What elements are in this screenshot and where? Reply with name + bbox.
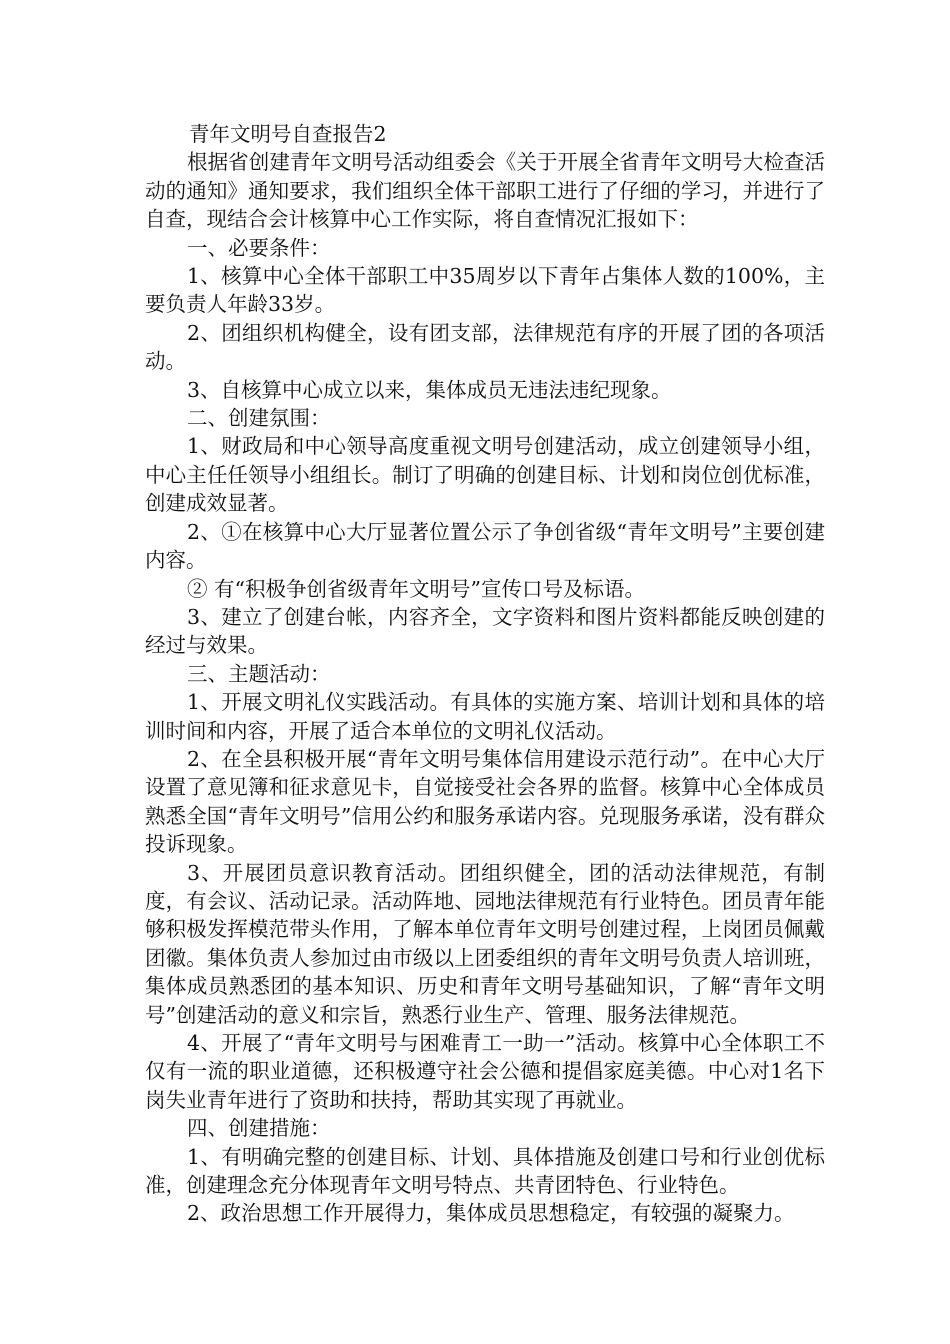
paragraph: 1、有明确完整的创建目标、计划、具体措施及创建口号和行业创优标准，创建理念充分体现青年文明号特点、共青团特色、行业特色。 <box>145 1144 825 1198</box>
section-heading-3: 三、主题活动： <box>187 661 331 686</box>
paragraph: 2、①在核算中心大厅显著位置公示了争创省级“青年文明号”主要创建内容。 <box>145 519 825 573</box>
document-title: 青年文明号自查报告2 <box>189 122 387 146</box>
paragraph-intro: 根据省创建青年文明号活动组委会《关于开展全省青年文明号大检查活动的通知》通知要求，我们组织全体干部职工进行了仔细的学习，并进行了自查，现结合会计核算中心工作实际，将自查情况汇报如下： <box>145 150 825 232</box>
paragraph: ② 有“积极争创省级青年文明号”宣传口号及标语。 <box>187 576 645 601</box>
paragraph: 2、团组织机构健全，设有团支部，法律规范有序的开展了团的各项活动。 <box>145 320 825 374</box>
paragraph: 2、政治思想工作开展得力，集体成员思想稳定，有较强的凝聚力。 <box>187 1201 795 1226</box>
section-heading-4: 四、创建措施： <box>187 1116 331 1141</box>
section-heading-2: 二、创建氛围： <box>187 406 331 431</box>
paragraph: 3、自核算中心成立以来，集体成员无违法违纪现象。 <box>187 377 672 402</box>
paragraph: 1、开展文明礼仪实践活动。有具体的实施方案、培训计划和具体的培训时间和内容，开展了适合本单位的文明礼仪活动。 <box>145 690 825 743</box>
paragraph: 1、核算中心全体干部职工中35周岁以下青年占集体人数的100%，主要负责人年龄33岁。 <box>145 264 825 317</box>
section-heading-1: 一、必要条件： <box>187 235 331 260</box>
paragraph: 4、开展了“青年文明号与困难青工一助一”活动。核算中心全体职工不仅有一流的职业道德，还积极遵守社会公德和提倡家庭美德。中心对1名下岗失业青年进行了资助和扶持，帮助其实现了再就业。 <box>145 1031 825 1112</box>
paragraph: 1、财政局和中心领导高度重视文明号创建活动，成立创建领导小组，中心主任任领导小组组长。制订了明确的创建目标、计划和岗位创优标准，创建成效显著。 <box>145 434 825 516</box>
paragraph: 3、建立了创建台帐，内容齐全，文字资料和图片资料都能反映创建的经过与效果。 <box>145 604 825 658</box>
paragraph: 2、在全县积极开展“青年文明号集体信用建设示范行动”。在中心大厅设置了意见簿和征求意见卡，自觉接受社会各界的监督。核算中心全体成员熟悉全国“青年文明号”信用公约和服务承诺内容。兑现服务承诺，没有群众投诉现象。 <box>145 746 825 857</box>
document-body <box>145 120 825 1228</box>
paragraph: 3、开展团员意识教育活动。团组织健全，团的活动法律规范，有制度，有会议、活动记录。活动阵地、园地法律规范有行业特色。团员青年能够积极发挥模范带头作用，了解本单位青年文明号创建过程，上岗团员佩戴团徽。集体负责人参加过由市级以上团委组织的青年文明号负责人培训班，集体成员熟悉团的基本知识、历史和青年文明号基础知识，了解“青年文明号”创建活动的意义和宗旨，熟悉行业生产、管理、服务法律规范。 <box>145 860 825 1027</box>
